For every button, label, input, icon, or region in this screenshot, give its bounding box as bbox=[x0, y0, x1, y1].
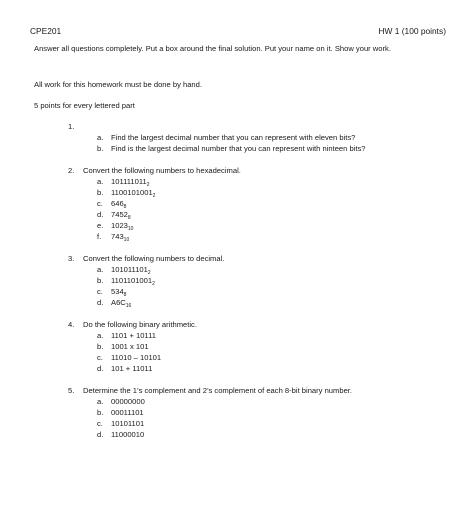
item-letter: b. bbox=[97, 342, 104, 351]
question-item bbox=[97, 210, 131, 219]
item-text: 00000000 bbox=[111, 397, 145, 406]
item-text: 101 + 11011 bbox=[111, 364, 153, 373]
question-item bbox=[97, 199, 126, 208]
question-item bbox=[97, 298, 131, 307]
base-subscript: 8 bbox=[123, 292, 127, 298]
question-text: Convert the following numbers to decimal. bbox=[83, 254, 225, 263]
question-item bbox=[97, 265, 151, 274]
item-text: 1101 + 10111 bbox=[111, 331, 156, 340]
item-text: $1100101001_2$ bbox=[111, 188, 156, 199]
item-text: 00011101 bbox=[111, 408, 144, 417]
item-text: 11010 – 10101 bbox=[111, 353, 162, 362]
question-text: Do the following binary arithmetic. bbox=[83, 320, 197, 329]
item-letter: b. bbox=[97, 144, 104, 153]
item-letter: c. bbox=[97, 287, 103, 296]
question-number: 2. bbox=[68, 166, 75, 175]
base-subscript: 16 bbox=[125, 303, 132, 309]
question-number: 4. bbox=[68, 320, 75, 329]
item-text: $646_8$ bbox=[111, 199, 127, 210]
base-subscript: 10 bbox=[127, 226, 134, 232]
question-item bbox=[97, 364, 152, 373]
question-item bbox=[97, 408, 144, 417]
item-letter: b. bbox=[97, 188, 104, 197]
item-letter: c. bbox=[97, 199, 103, 208]
item-letter: d. bbox=[97, 210, 104, 219]
item-text: $1101101001_2$ bbox=[111, 276, 155, 287]
homework-title: HW 1 (100 points) bbox=[378, 26, 446, 36]
question-item bbox=[97, 353, 161, 362]
item-text: $743_{10}$ bbox=[111, 232, 130, 243]
instructions-paragraph: Answer all questions completely. Put a box around the final solution. Put your name on it. Show your work. bbox=[34, 44, 391, 53]
base-subscript: 2 bbox=[152, 193, 156, 199]
item-letter: a. bbox=[97, 177, 104, 186]
question-item bbox=[97, 177, 150, 186]
item-letter: a. bbox=[97, 331, 104, 340]
item-text: $1023_{10}$ bbox=[111, 221, 134, 232]
item-letter: c. bbox=[97, 419, 103, 428]
item-letter: b. bbox=[97, 276, 104, 285]
item-text: Find the largest decimal number that you can represent with eleven bits? bbox=[111, 133, 356, 142]
item-text: $101111011_2$ bbox=[111, 177, 150, 188]
question-item bbox=[97, 188, 155, 197]
item-text: 1001 x 101 bbox=[111, 342, 149, 351]
item-letter: f. bbox=[97, 232, 102, 241]
question-item bbox=[97, 430, 144, 439]
item-text: $534_8$ bbox=[111, 287, 127, 298]
question-item bbox=[97, 331, 156, 340]
question-text: Determine the 1’s complement and 2’s complement of each 8-bit binary number. bbox=[83, 386, 353, 395]
question-number: 3. bbox=[68, 254, 75, 263]
base-subscript: 8 bbox=[127, 215, 131, 221]
question-item bbox=[97, 342, 149, 351]
course-code: CPE201 bbox=[30, 26, 62, 36]
item-text: $101011101_2$ bbox=[111, 265, 151, 276]
question-item bbox=[97, 133, 355, 142]
question-number: 5. bbox=[68, 386, 75, 395]
question-item bbox=[97, 276, 155, 285]
base-subscript: 2 bbox=[147, 270, 151, 276]
item-letter: a. bbox=[97, 397, 104, 406]
item-letter: d. bbox=[97, 298, 104, 307]
question-item bbox=[97, 419, 144, 428]
question-number: 1. bbox=[68, 122, 75, 131]
item-text: $A6C_{16}$ bbox=[111, 298, 132, 309]
item-letter: d. bbox=[97, 430, 104, 439]
item-letter: d. bbox=[97, 364, 104, 373]
question-item bbox=[97, 232, 129, 241]
base-subscript: 8 bbox=[123, 204, 127, 210]
question-item bbox=[97, 397, 145, 406]
item-letter: a. bbox=[97, 265, 104, 274]
question-item bbox=[97, 287, 126, 296]
points-note: 5 points for every lettered part bbox=[34, 101, 135, 110]
item-text: 11000010 bbox=[111, 430, 145, 439]
item-text: Find is the largest decimal number that you can represent with ninteen bits? bbox=[111, 144, 366, 153]
item-letter: b. bbox=[97, 408, 104, 417]
item-letter: c. bbox=[97, 353, 103, 362]
question-item bbox=[97, 144, 366, 153]
item-letter: e. bbox=[97, 221, 104, 230]
hand-work-note: All work for this homework must be done by hand. bbox=[34, 80, 202, 89]
question-item bbox=[97, 221, 133, 230]
base-subscript: 10 bbox=[123, 237, 130, 243]
item-letter: a. bbox=[97, 133, 104, 142]
item-text: 10101101 bbox=[111, 419, 145, 428]
item-text: $7452_8$ bbox=[111, 210, 131, 221]
base-subscript: 2 bbox=[146, 182, 150, 188]
question-text: Convert the following numbers to hexadecimal. bbox=[83, 166, 241, 175]
base-subscript: 2 bbox=[152, 281, 155, 287]
